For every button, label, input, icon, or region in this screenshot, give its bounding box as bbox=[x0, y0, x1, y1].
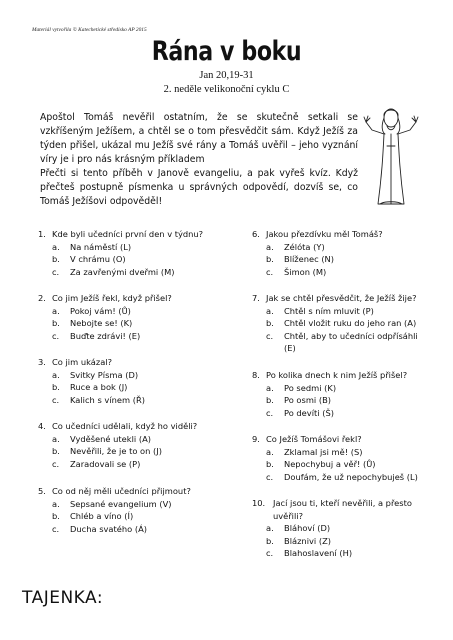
option-text: Zaradovali se (P) bbox=[70, 458, 141, 469]
credit-line: Materiál vytvořila © Katechetické středisko AP 2015 bbox=[32, 27, 147, 33]
option-c bbox=[38, 266, 218, 279]
option-a bbox=[252, 522, 427, 535]
option-b bbox=[252, 394, 427, 407]
question-number: 5. bbox=[38, 486, 46, 496]
option-c bbox=[38, 458, 218, 471]
option-b bbox=[38, 510, 218, 523]
option-a bbox=[252, 305, 427, 318]
option-text: V chrámu (O) bbox=[70, 254, 126, 264]
option-letter: a. bbox=[266, 446, 274, 457]
option-text: Ruce a bok (J) bbox=[70, 382, 128, 392]
option-text: Buďte zdrávi! (E) bbox=[70, 330, 141, 341]
option-text: Po devíti (Š) bbox=[284, 407, 334, 418]
option-letter: a. bbox=[52, 498, 60, 509]
option-text: Šimon (M) bbox=[284, 266, 327, 277]
option-letter: a. bbox=[266, 241, 274, 252]
option-text: Zélóta (Y) bbox=[284, 241, 325, 252]
option-b bbox=[252, 253, 427, 266]
option-text: Zklamal jsi mě! (S) bbox=[284, 446, 363, 457]
option-text: Chléb a víno (Í) bbox=[70, 511, 134, 521]
option-c bbox=[38, 330, 218, 343]
question-number: 9. bbox=[252, 434, 260, 444]
option-text: Nebojte se! (K) bbox=[70, 318, 133, 328]
option-text: Ducha svatého (Á) bbox=[70, 523, 147, 534]
option-text: Chtěl, aby to učedníci odpřísáhli (E) bbox=[284, 330, 418, 353]
question-text: Jak se chtěl přesvědčit, že Ježíš žije? bbox=[266, 293, 417, 303]
option-letter: b. bbox=[52, 254, 60, 264]
option-b bbox=[252, 535, 427, 548]
option-letter: a. bbox=[266, 382, 274, 393]
option-text: Blíženec (N) bbox=[284, 254, 335, 264]
option-letter: c. bbox=[52, 523, 60, 534]
option-letter: b. bbox=[52, 511, 60, 521]
option-letter: b. bbox=[52, 446, 60, 456]
option-letter: b. bbox=[266, 535, 274, 546]
option-text: Na náměstí (L) bbox=[70, 241, 132, 252]
option-letter: b. bbox=[266, 395, 274, 405]
option-letter: a. bbox=[266, 523, 274, 533]
option-b bbox=[38, 317, 218, 330]
option-letter: c. bbox=[266, 548, 274, 558]
option-text: Chtěl vložit ruku do jeho ran (A) bbox=[284, 318, 417, 328]
question-number: 6. bbox=[252, 229, 260, 239]
question-number: 10. bbox=[252, 498, 266, 508]
liturgical-occasion: 2. neděle velikonoční cyklu C bbox=[163, 84, 290, 95]
option-c bbox=[38, 394, 218, 407]
question-text: Jací jsou ti, kteří nevěřili, a přesto uvěřili? bbox=[273, 498, 412, 521]
question-6 bbox=[252, 228, 427, 278]
question-text: Co jim Ježíš řekl, když přišel? bbox=[52, 293, 172, 303]
option-letter: c. bbox=[266, 471, 274, 482]
question-1 bbox=[38, 228, 218, 278]
option-text: Nepochybuj a věř! (Ů) bbox=[284, 459, 376, 469]
option-c bbox=[252, 471, 427, 484]
option-text: Bláhoví (D) bbox=[284, 523, 331, 533]
option-b bbox=[38, 381, 218, 394]
question-number: 8. bbox=[252, 370, 260, 380]
option-text: Vyděšené utekli (A) bbox=[70, 433, 151, 444]
question-number: 4. bbox=[38, 421, 46, 431]
option-letter: b. bbox=[52, 318, 60, 328]
option-text: Doufám, že už nepochybuješ (L) bbox=[284, 471, 418, 482]
option-letter: c. bbox=[52, 458, 60, 469]
question-8 bbox=[252, 369, 427, 419]
question-text: Co Ježíš Tomášovi řekl? bbox=[266, 434, 362, 444]
jesus-illustration bbox=[362, 104, 420, 208]
option-a bbox=[252, 382, 427, 395]
question-3 bbox=[38, 356, 218, 406]
option-letter: c. bbox=[266, 330, 274, 341]
option-letter: a. bbox=[52, 369, 60, 380]
question-5 bbox=[38, 485, 218, 535]
option-text: Sepsané evangelium (V) bbox=[70, 498, 172, 509]
option-b bbox=[38, 253, 218, 266]
option-letter: c. bbox=[52, 330, 60, 341]
option-a bbox=[252, 241, 427, 254]
page-title: Rána v boku bbox=[151, 36, 302, 67]
option-a bbox=[38, 241, 218, 254]
option-letter: c. bbox=[52, 394, 60, 405]
option-c bbox=[252, 330, 427, 355]
intro-paragraph-2: Přečti si tento příběh v Janově evangeliu, a pak vyřeš kvíz. Když přečteš postupně písmenka u správných odpovědí, dozvíš se, co Tomáš Ježíšovi odpověděl! bbox=[40, 168, 358, 207]
option-text: Svitky Písma (D) bbox=[70, 369, 139, 380]
option-text: Nevěřili, že je to on (J) bbox=[70, 446, 162, 456]
option-text: Po sedmi (K) bbox=[284, 382, 337, 393]
option-letter: a. bbox=[52, 433, 60, 444]
question-text: Co jim ukázal? bbox=[52, 357, 112, 367]
question-text: Co učedníci udělali, když ho viděli? bbox=[52, 421, 198, 431]
option-text: Kalich s vínem (Ř) bbox=[70, 394, 145, 405]
option-a bbox=[252, 446, 427, 459]
answer-label: TAJENKA: bbox=[22, 588, 104, 608]
option-a bbox=[38, 305, 218, 318]
option-text: Za zavřenými dveřmi (M) bbox=[70, 266, 175, 277]
question-number: 1. bbox=[38, 229, 46, 239]
option-b bbox=[252, 458, 427, 471]
question-text: Jakou přezdívku měl Tomáš? bbox=[266, 229, 383, 239]
question-number: 2. bbox=[38, 293, 46, 303]
option-text: Bláznivi (Z) bbox=[284, 535, 332, 546]
option-letter: c. bbox=[266, 407, 274, 418]
option-b bbox=[252, 317, 427, 330]
bible-reference: Jan 20,19-31 bbox=[199, 70, 254, 81]
option-a bbox=[38, 498, 218, 511]
option-letter: b. bbox=[52, 382, 60, 392]
option-letter: b. bbox=[266, 254, 274, 264]
option-letter: a. bbox=[266, 305, 274, 316]
option-letter: c. bbox=[52, 266, 60, 277]
option-c bbox=[252, 266, 427, 279]
option-c bbox=[252, 407, 427, 420]
question-9 bbox=[252, 433, 427, 483]
question-4 bbox=[38, 420, 218, 470]
option-a bbox=[38, 369, 218, 382]
question-2 bbox=[38, 292, 218, 342]
question-text: Po kolika dnech k nim Ježíš přišel? bbox=[266, 370, 408, 380]
option-c bbox=[252, 547, 427, 560]
question-number: 7. bbox=[252, 293, 260, 303]
intro-text bbox=[40, 111, 358, 209]
option-text: Blahoslavení (H) bbox=[284, 548, 353, 558]
option-c bbox=[38, 523, 218, 536]
option-text: Chtěl s ním mluvit (P) bbox=[284, 305, 374, 316]
intro-paragraph-1: Apoštol Tomáš nevěřil ostatním, že se skutečně setkali se vzkříšeným Ježíšem, a chtěl se o tom přesvědčit sám. Když Ježíš za týden přišel, ukázal mu Ježíš své rány a Tomáš uvěřil – jeho vyznání víry je i pro nás krásným příkladem bbox=[40, 112, 358, 165]
question-10 bbox=[252, 497, 427, 560]
option-letter: b. bbox=[266, 318, 274, 328]
option-a bbox=[38, 433, 218, 446]
option-letter: a. bbox=[52, 241, 60, 252]
option-letter: b. bbox=[266, 459, 274, 469]
option-text: Pokoj vám! (Ů) bbox=[70, 305, 131, 316]
question-text: Kde byli učedníci první den v týdnu? bbox=[52, 229, 204, 239]
option-b bbox=[38, 445, 218, 458]
option-text: Po osmi (B) bbox=[284, 395, 332, 405]
question-text: Co od něj měli učedníci přijmout? bbox=[52, 486, 191, 496]
option-letter: c. bbox=[266, 266, 274, 277]
question-7 bbox=[252, 292, 427, 355]
question-number: 3. bbox=[38, 357, 46, 367]
option-letter: a. bbox=[52, 305, 60, 316]
